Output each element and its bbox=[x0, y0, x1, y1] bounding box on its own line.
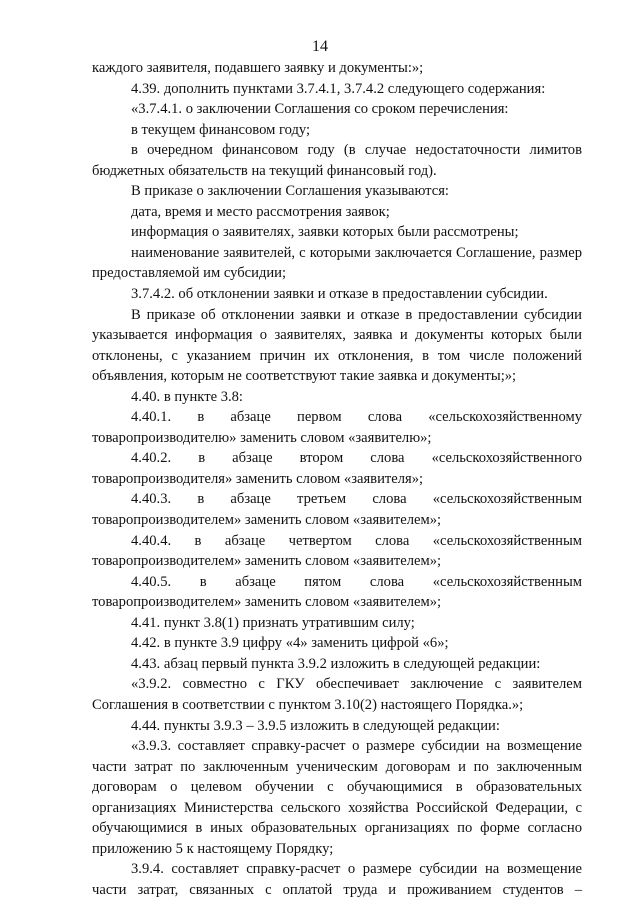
paragraph: «3.9.3. составляет справку-расчет о размере субсидии на возмещение части затрат по заключенным ученическим договорам и по заключенным договорам о целевом обучении с обучающимися в образовательных организациях Министерства сельского хозяйства Российской Федерации, с обучающимися в иных образовательных организациях по форме согласно приложению 5 к настоящему Порядку; bbox=[92, 738, 582, 857]
paragraph: «3.9.2. совместно с ГКУ обеспечивает заключение с заявителем Соглашения в соответствии с пунктом 3.10(2) настоящего Порядка.»; bbox=[92, 676, 582, 713]
paragraph: 4.40.1. в абзаце первом слова «сельскохозяйственному товаропроизводителю» заменить словом «заявителю»; bbox=[92, 409, 582, 446]
paragraph: 4.40. в пункте 3.8: bbox=[131, 388, 243, 405]
paragraph: 4.42. в пункте 3.9 цифру «4» заменить цифрой «6»; bbox=[131, 635, 449, 652]
paragraph: В приказе об отклонении заявки и отказе в предоставлении субсидии указывается информация о заявителях, заявка и документы которых были отклонены, с указанием причин их отклонения, в том числе положений объявления, которым не соответствуют такие заявка и документы;»; bbox=[92, 306, 582, 385]
paragraph: 4.40.5. в абзаце пятом слова «сельскохозяйственным товаропроизводителем» заменить словом «заявителем»; bbox=[92, 573, 582, 611]
paragraph: В приказе о заключении Соглашения указываются: bbox=[131, 183, 449, 200]
paragraph: «3.7.4.1. о заключении Соглашения со сроком перечисления: bbox=[131, 101, 509, 118]
paragraph: дата, время и место рассмотрения заявок; bbox=[131, 203, 390, 220]
paragraph: 4.40.2. в абзаце втором слова «сельскохозяйственного товаропроизводителя» заменить словом «заявителя»; bbox=[92, 450, 582, 487]
page-number: 14 bbox=[312, 38, 328, 55]
paragraph: 4.40.3. в абзаце третьем слова «сельскохозяйственным товаропроизводителем» заменить словом «заявителем»; bbox=[92, 491, 582, 529]
paragraph: 4.44. пункты 3.9.3 – 3.9.5 изложить в следующей редакции: bbox=[131, 717, 500, 734]
paragraph: 3.9.4. составляет справку-расчет о размере субсидии на возмещение части затрат, связанных с оплатой труда и проживанием студентов – bbox=[92, 861, 582, 898]
paragraph: в текущем финансовом году; bbox=[131, 121, 311, 138]
paragraph: каждого заявителя, подавшего заявку и документы:»; bbox=[92, 60, 424, 76]
paragraph: 3.7.4.2. об отклонении заявки и отказе в предоставлении субсидии. bbox=[131, 286, 548, 303]
paragraph: 4.39. дополнить пунктами 3.7.4.1, 3.7.4.2 следующего содержания: bbox=[131, 80, 546, 97]
document-body bbox=[92, 58, 582, 900]
paragraph: информация о заявителях, заявки которых были рассмотрены; bbox=[131, 224, 519, 241]
paragraph: в очередном финансовом году (в случае недостаточности лимитов бюджетных обязательств на текущий финансовый год). bbox=[92, 142, 582, 179]
paragraph: 4.41. пункт 3.8(1) признать утратившим силу; bbox=[131, 614, 415, 631]
paragraph: наименование заявителей, с которыми заключается Соглашение, размер предоставляемой им субсидии; bbox=[92, 244, 582, 282]
paragraph: 4.43. абзац первый пункта 3.9.2 изложить в следующей редакции: bbox=[131, 655, 541, 672]
paragraph: 4.40.4. в абзаце четвертом слова «сельскохозяйственным товаропроизводителем» заменить словом «заявителем»; bbox=[92, 532, 582, 570]
